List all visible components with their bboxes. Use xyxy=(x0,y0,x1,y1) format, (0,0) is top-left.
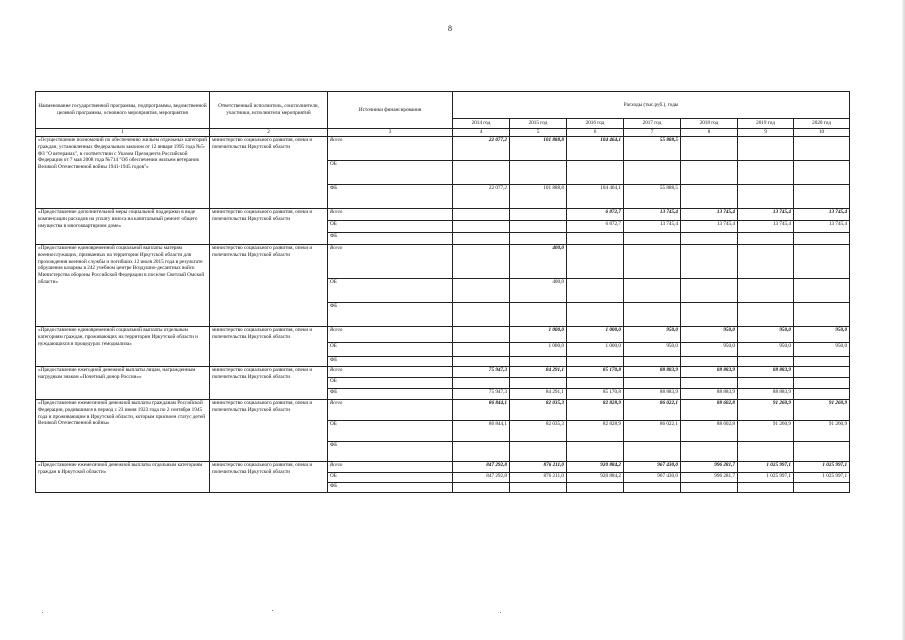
expense-value xyxy=(794,136,850,160)
expense-value: 22 077,2 xyxy=(453,184,510,208)
funding-source: ОБ xyxy=(328,420,453,441)
expense-value xyxy=(794,356,850,366)
expense-value xyxy=(681,482,738,492)
expense-value xyxy=(510,302,567,326)
expense-value: 13 745,4 xyxy=(624,208,681,220)
expense-value xyxy=(510,356,567,366)
expense-value xyxy=(453,342,510,356)
expense-value: 400,0 xyxy=(510,244,567,278)
expense-value: 1 025 997,1 xyxy=(738,461,794,472)
funding-source: ОБ xyxy=(328,160,453,184)
expense-value xyxy=(624,356,681,366)
funding-source: Всего xyxy=(328,326,453,342)
expense-value xyxy=(567,441,624,461)
funding-source: Всего xyxy=(328,399,453,420)
expense-value xyxy=(453,220,510,232)
expense-value: 91 260,9 xyxy=(794,420,850,441)
header-year: 2016 год xyxy=(567,119,624,129)
expense-value: 876 211,0 xyxy=(510,472,567,482)
expense-value: 104 464,1 xyxy=(567,184,624,208)
expense-value xyxy=(567,278,624,302)
expense-value xyxy=(567,232,624,244)
expense-value: 55 888,5 xyxy=(624,184,681,208)
expense-value: 82 035,3 xyxy=(510,420,567,441)
expense-value: 13 745,4 xyxy=(738,220,794,232)
expense-value: 967 430,0 xyxy=(624,472,681,482)
measure-name: «Предоставление ежемесячной денежной выплаты гражданам Российской Федерации, родившимся в период с 23 июня 1923 года по 2 сентября 1945 года и проживающим в Иркутской области, которым присвоен статус детей Великой Отечественной войны» xyxy=(36,399,210,461)
expense-value: 1 025 997,1 xyxy=(794,472,850,482)
expense-value xyxy=(453,326,510,342)
header-year: 2014 год xyxy=(453,119,510,129)
expense-value xyxy=(510,160,567,184)
expense-value: 6 872,7 xyxy=(567,208,624,220)
expense-value xyxy=(681,278,738,302)
header-name: Наименование государственной программы, подпрограммы, ведомственной целевой программы, основного мероприятия, мероприятия xyxy=(36,92,210,129)
expense-value xyxy=(624,302,681,326)
executor: министерство социального развития, опеки и попечительства Иркутской области xyxy=(210,461,328,492)
executor: министерство социального развития, опеки и попечительства Иркутской области xyxy=(210,136,328,208)
funding-source: Всего xyxy=(328,136,453,160)
expense-value: 82 035,3 xyxy=(510,399,567,420)
table-row xyxy=(36,136,850,160)
expense-value xyxy=(794,232,850,244)
expense-value: 82 828,9 xyxy=(567,420,624,441)
expense-value xyxy=(567,302,624,326)
expense-value xyxy=(453,160,510,184)
expense-value: 1 000,0 xyxy=(567,326,624,342)
expense-value xyxy=(681,356,738,366)
expense-value xyxy=(453,302,510,326)
column-number: 10 xyxy=(794,129,850,137)
header-year: 2015 год xyxy=(510,119,567,129)
page-number: 8 xyxy=(448,24,452,33)
funding-source: ОБ xyxy=(328,220,453,232)
expense-value: 13 745,4 xyxy=(738,208,794,220)
expense-value: 950,0 xyxy=(738,326,794,342)
expense-value xyxy=(794,244,850,278)
expense-value: 950,0 xyxy=(624,342,681,356)
expense-value: 847 292,8 xyxy=(453,461,510,472)
expense-value: 13 745,4 xyxy=(624,220,681,232)
funding-source: Всего xyxy=(328,366,453,377)
column-number: 2 xyxy=(210,129,328,137)
expense-value xyxy=(453,356,510,366)
expense-value: 996 281,7 xyxy=(681,472,738,482)
expense-value xyxy=(453,244,510,278)
expense-value: 88 883,9 xyxy=(624,388,681,399)
funding-source: ОБ xyxy=(328,278,453,302)
funding-source: ОБ xyxy=(328,342,453,356)
expense-value xyxy=(738,302,794,326)
expense-value xyxy=(794,184,850,208)
column-number: 8 xyxy=(681,129,738,137)
expense-value xyxy=(624,441,681,461)
table-body xyxy=(36,136,850,492)
header-year: 2020 год xyxy=(794,119,850,129)
funding-source: ФБ xyxy=(328,302,453,326)
column-number: 3 xyxy=(328,129,453,137)
measure-name: «Осуществление полномочий по обеспечению жильем отдельных категорий граждан, установленных Федеральным законом от 12 января 1995 года №5-ФЗ "О ветеранах", в соответствии с Указом Президента Российской Федерации от 7 мая 2008 года №714 "Об обеспечении жильем ветеранов Великой Отечественной войны 1941-1945 годов"» xyxy=(36,136,210,208)
expense-value xyxy=(624,377,681,388)
column-number: 1 xyxy=(36,129,210,137)
expense-value: 86 022,1 xyxy=(624,420,681,441)
funding-source: ФБ xyxy=(328,441,453,461)
expense-value xyxy=(794,441,850,461)
expense-value: 13 745,4 xyxy=(681,208,738,220)
expense-value xyxy=(794,482,850,492)
expense-value xyxy=(453,278,510,302)
expense-value: 950,0 xyxy=(794,342,850,356)
expense-value xyxy=(738,232,794,244)
expense-value: 13 745,4 xyxy=(681,220,738,232)
measure-name: «Предоставление дополнительной меры социальной поддержки в виде компенсации расходов на уплату взноса на капитальный ремонт общего имущества в многоквартирном доме» xyxy=(36,208,210,244)
expense-value xyxy=(738,136,794,160)
budget-table xyxy=(35,91,850,493)
scan-speck xyxy=(42,612,43,613)
column-number: 5 xyxy=(510,129,567,137)
expense-value xyxy=(738,278,794,302)
column-number: 4 xyxy=(453,129,510,137)
expense-value xyxy=(738,441,794,461)
expense-value: 91 260,9 xyxy=(738,399,794,420)
expense-value xyxy=(567,377,624,388)
expense-value: 400,0 xyxy=(510,278,567,302)
expense-value xyxy=(681,232,738,244)
funding-source: ФБ xyxy=(328,232,453,244)
expense-value xyxy=(681,184,738,208)
expense-value: 91 260,9 xyxy=(794,399,850,420)
expense-value xyxy=(794,278,850,302)
expense-value: 88 602,8 xyxy=(681,420,738,441)
expense-value: 86 022,1 xyxy=(624,399,681,420)
expense-value xyxy=(510,377,567,388)
table-row xyxy=(36,461,850,472)
executor: министерство социального развития, опеки и попечительства Иркутской области xyxy=(210,244,328,326)
expense-value: 88 883,9 xyxy=(738,366,794,377)
expense-value xyxy=(738,160,794,184)
expense-value xyxy=(510,220,567,232)
expense-value xyxy=(681,377,738,388)
funding-source: ФБ xyxy=(328,356,453,366)
table-row xyxy=(36,208,850,220)
header-year: 2017 год xyxy=(624,119,681,129)
executor: министерство социального развития, опеки и попечительства Иркутской области xyxy=(210,326,328,366)
header-year: 2019 год xyxy=(738,119,794,129)
expense-value: 1 000,0 xyxy=(510,342,567,356)
funding-source: ОБ xyxy=(328,377,453,388)
expense-value: 22 077,2 xyxy=(453,136,510,160)
expense-value: 1 025 997,1 xyxy=(794,461,850,472)
table-row xyxy=(36,366,850,377)
expense-value: 920 884,2 xyxy=(567,472,624,482)
expense-value: 91 260,9 xyxy=(738,420,794,441)
expense-value xyxy=(453,441,510,461)
expense-value: 82 828,9 xyxy=(567,399,624,420)
expense-value xyxy=(453,232,510,244)
expense-value xyxy=(794,366,850,377)
expense-value xyxy=(681,160,738,184)
expense-value xyxy=(681,441,738,461)
expense-value: 1 000,0 xyxy=(510,326,567,342)
funding-source: ОБ xyxy=(328,472,453,482)
funding-source: Всего xyxy=(328,244,453,278)
expense-value xyxy=(453,208,510,220)
expense-value: 847 292,8 xyxy=(453,472,510,482)
expense-value: 88 883,9 xyxy=(681,388,738,399)
funding-source: Всего xyxy=(328,461,453,472)
expense-value: 967 430,0 xyxy=(624,461,681,472)
expense-value xyxy=(794,388,850,399)
expense-value: 84 291,1 xyxy=(510,388,567,399)
expense-value: 950,0 xyxy=(681,342,738,356)
expense-value: 950,0 xyxy=(681,326,738,342)
header-source: Источники финансирования xyxy=(328,92,453,129)
funding-source: ФБ xyxy=(328,388,453,399)
expense-value xyxy=(453,482,510,492)
measure-name: «Предоставление ежемесячной денежной выплаты отдельным категориям граждан в Иркутской области» xyxy=(36,461,210,492)
header-executor: Ответственный исполнитель, соисполнители, участники, исполнители мероприятий xyxy=(210,92,328,129)
expense-value: 1 025 997,1 xyxy=(738,472,794,482)
expense-value xyxy=(567,244,624,278)
expense-value xyxy=(681,136,738,160)
expense-value xyxy=(624,278,681,302)
expense-value xyxy=(624,244,681,278)
expense-value: 950,0 xyxy=(738,342,794,356)
header-expenses: Расходы (тыс.руб.), годы xyxy=(453,92,850,119)
header-year: 2018 год xyxy=(681,119,738,129)
scan-speck xyxy=(272,610,273,611)
expense-value: 104 464,1 xyxy=(567,136,624,160)
funding-source: ФБ xyxy=(328,482,453,492)
expense-value: 950,0 xyxy=(794,326,850,342)
expense-value: 55 888,5 xyxy=(624,136,681,160)
expense-value: 6 872,7 xyxy=(567,220,624,232)
expense-value: 101 888,8 xyxy=(510,136,567,160)
measure-name: «Предоставление единовременной социальной выплаты матерям военнослужащих, призванных на территории Иркутской области для прохождения военной службы и погибших 12 июля 2015 года в результате обрушения казармы в 242 учебном центре Воздушно-десантных войск Министерства обороны Российской Федерации в поселке Светлый Омской области» xyxy=(36,244,210,326)
expense-value: 84 291,1 xyxy=(510,366,567,377)
expense-value: 13 745,4 xyxy=(794,208,850,220)
expense-value xyxy=(567,482,624,492)
expense-value xyxy=(681,302,738,326)
expense-value: 75 947,3 xyxy=(453,388,510,399)
expense-value xyxy=(794,377,850,388)
column-number: 7 xyxy=(624,129,681,137)
expense-value xyxy=(453,377,510,388)
expense-value xyxy=(567,356,624,366)
column-number: 9 xyxy=(738,129,794,137)
expense-value: 876 211,0 xyxy=(510,461,567,472)
scan-speck xyxy=(500,612,501,613)
expense-value: 75 947,3 xyxy=(453,366,510,377)
expense-value: 88 883,9 xyxy=(738,388,794,399)
expense-value xyxy=(624,482,681,492)
table-row xyxy=(36,399,850,420)
funding-source: Всего xyxy=(328,208,453,220)
expense-value: 88 883,9 xyxy=(624,366,681,377)
expense-value: 950,0 xyxy=(624,326,681,342)
expense-value xyxy=(738,356,794,366)
expense-value: 85 170,8 xyxy=(567,366,624,377)
expense-value xyxy=(738,184,794,208)
expense-value xyxy=(794,160,850,184)
expense-value: 920 884,2 xyxy=(567,461,624,472)
executor: министерство социального развития, опеки и попечительства Иркутской области xyxy=(210,208,328,244)
expense-value xyxy=(624,160,681,184)
expense-value: 88 602,8 xyxy=(681,399,738,420)
expense-value: 101 888,8 xyxy=(510,184,567,208)
expense-value xyxy=(510,208,567,220)
executor: министерство социального развития, опеки и попечительства Иркутской области xyxy=(210,366,328,399)
expense-value: 13 745,4 xyxy=(794,220,850,232)
expense-value xyxy=(738,377,794,388)
executor: министерство социального развития, опеки и попечительства Иркутской области xyxy=(210,399,328,461)
expense-value xyxy=(738,244,794,278)
expense-value xyxy=(510,482,567,492)
expense-value: 85 170,8 xyxy=(567,388,624,399)
expense-value xyxy=(567,160,624,184)
expense-value xyxy=(681,244,738,278)
expense-value xyxy=(738,482,794,492)
budget-table-container xyxy=(35,91,849,493)
expense-value xyxy=(624,232,681,244)
expense-value xyxy=(510,232,567,244)
expense-value: 88 883,9 xyxy=(681,366,738,377)
expense-value: 996 281,7 xyxy=(681,461,738,472)
column-number: 6 xyxy=(567,129,624,137)
expense-value: 86 844,1 xyxy=(453,420,510,441)
expense-value: 86 844,1 xyxy=(453,399,510,420)
measure-name: «Предоставление ежегодной денежной выплаты лицам, награжденным нагрудным знаком «Почетный донор России»» xyxy=(36,366,210,399)
expense-value xyxy=(510,441,567,461)
table-row xyxy=(36,326,850,342)
expense-value: 1 000,0 xyxy=(567,342,624,356)
funding-source: ФБ xyxy=(328,184,453,208)
expense-value xyxy=(794,302,850,326)
measure-name: «Предоставление единовременной социальной выплаты отдельным категориям граждан, проживающих на территории Иркутской области и нуждающихся в процедурах гемодиализа» xyxy=(36,326,210,366)
table-row xyxy=(36,244,850,278)
